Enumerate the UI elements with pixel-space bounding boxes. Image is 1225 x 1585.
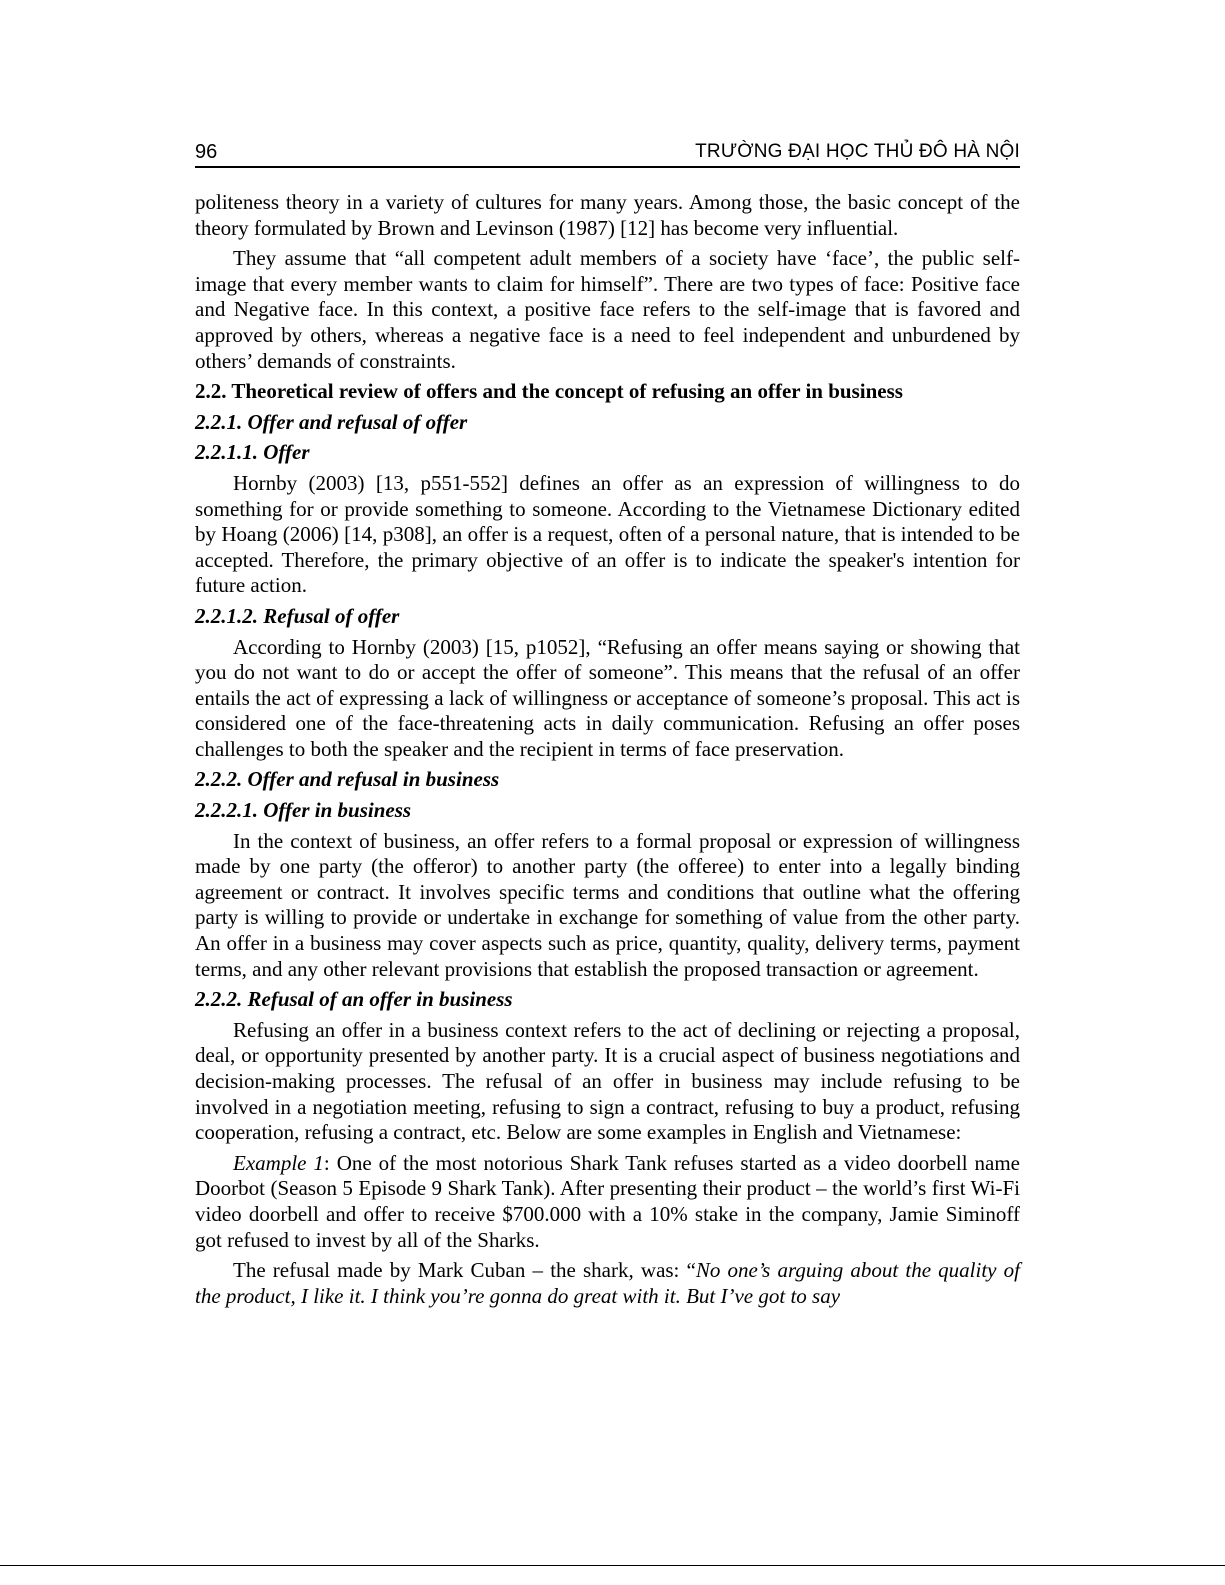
example-paragraph [195,1151,1020,1253]
paragraph: They assume that “all competent adult members of a society have ‘face’, the public self-image that every member wants to claim for himself”. There are two types of face: Positive face and Negative face. In this context, a positive face refers to the self-image that is favored and approved by others, whereas a negative face is a need to feel independent and unburdened by others’ demands of constraints. [195,246,1020,373]
example-text: : One of the most notorious Shark Tank refuses started as a video doorbell name Doorbot (Season 5 Episode 9 Shark Tank). After presenting their product – the world’s first Wi-Fi video doorbell and offer to receive $700.000 with a 10% stake in the company, Jamie Siminoff got refused to invest by all of the Sharks. [195,1150,1020,1252]
subsection-heading: 2.2.1. Offer and refusal of offer [195,409,468,434]
quote-text: No one’s arguing about the quality of the product, I like it. I think you’re gonna do great with it. But I’ve got to say [195,1258,1020,1308]
subsubsection-heading: 2.2.1.2. Refusal of offer [195,603,400,628]
paragraph: Refusing an offer in a business context refers to the act of declining or rejecting a proposal, deal, or opportunity presented by another party. It is a crucial aspect of business negotiations and decision-making processes. The refusal of an offer in business may include refusing to be involved in a negotiation meeting, refusing to sign a contract, refusing to buy a product, refusing cooperation, refusing a contract, etc. Below are some examples in English and Vietnamese: [195,1017,1020,1145]
running-header [195,138,1020,168]
quote-paragraph [195,1258,1020,1309]
subsection-heading: 2.2.2. Offer and refusal in business [195,767,500,792]
quote-intro: The refusal made by Mark Cuban – the shark, was: “ [233,1258,696,1283]
paragraph: Hornby (2003) [13, p551-552] defines an offer as an expression of willingness to do something for or provide something to someone. According to the Vietnamese Dictionary edited by Hoang (2006) [14, p308], an offer is a request, often of a personal nature, that is intended to be accepted. Therefore, the primary objective of an offer is to indicate the speaker's intention for future action. [195,470,1020,598]
subsubsection-heading: 2.2.2.1. Offer in business [195,798,412,823]
body-text [195,190,1020,1314]
subsubsection-heading: 2.2.1.1. Offer [195,440,310,465]
section-heading: 2.2. Theoretical review of offers and the concept of refusing an offer in business [195,379,903,404]
page-edge-line [0,1565,1225,1566]
subsection-heading: 2.2.2. Refusal of an offer in business [195,987,513,1012]
journal-name: TRƯỜNG ĐẠI HỌC THỦ ĐÔ HÀ NỘI [695,141,1020,162]
example-label: Example 1 [233,1150,324,1175]
paragraph: In the context of business, an offer refers to a formal proposal or expression of willingness made by one party (the offeror) to another party (the offeree) to enter into a legally binding agreement or contract. It involves specific terms and conditions that outline what the offering party is willing to provide or undertake in exchange for something of value from the other party. An offer in a business may cover aspects such as price, quantity, quality, delivery terms, payment terms, and any other relevant provisions that establish the proposed transaction or agreement. [195,828,1020,981]
page-number: 96 [195,141,218,163]
paragraph: According to Hornby (2003) [15, p1052], “Refusing an offer means saying or showing that you do not want to do or accept the offer of someone”. This means that the refusal of an offer entails the act of expressing a lack of willingness or acceptance of someone’s proposal. This act is considered one of the face-threatening acts in daily communication. Refusing an offer poses challenges to both the speaker and the recipient in terms of face preservation. [195,634,1020,761]
paragraph: politeness theory in a variety of cultures for many years. Among those, the basic concept of the theory formulated by Brown and Levinson (1987) [12] has become very influential. [195,190,1020,240]
